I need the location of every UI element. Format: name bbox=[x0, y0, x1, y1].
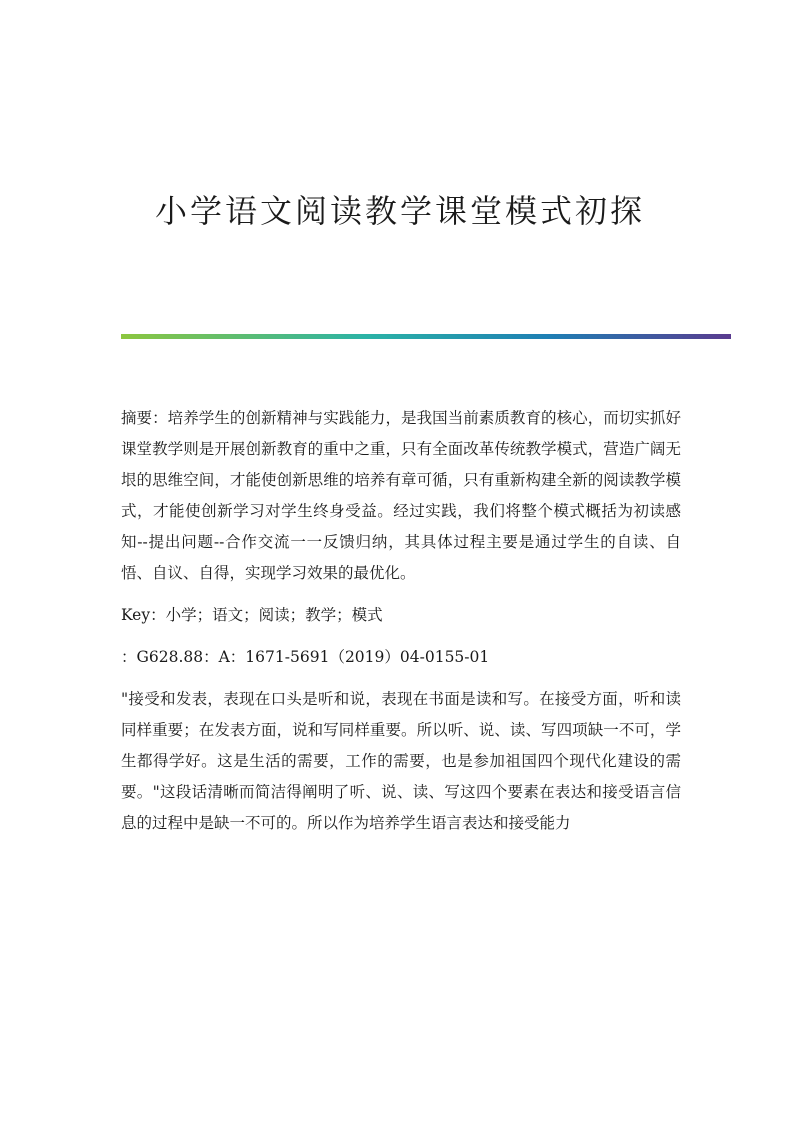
keywords-line: Key：小学；语文；阅读；教学；模式 bbox=[121, 606, 383, 624]
body-paragraph: "接受和发表，表现在口头是听和说，表现在书面是读和写。在接受方面，听和读同样重要；在发表方面，说和写同样重要。所以听、说、读、写四项缺一不可，学生都得学好。这是生活的需要，工作的需要，也是参加祖国四个现代化建设的需要。"这段话清晰而简洁得阐明了听、说、读、写这四个要素在表达和接受语言信息的过程中是缺一不可的。所以作为培养学生语言表达和接受能力 bbox=[121, 690, 681, 832]
document-title: 小学语文阅读教学课堂模式初探 bbox=[154, 192, 645, 230]
title-divider bbox=[121, 334, 731, 339]
document-body bbox=[121, 403, 681, 850]
abstract-paragraph: 摘要：培养学生的创新精神与实践能力，是我国当前素质教育的核心，而切实抓好课堂教学则是开展创新教育的重中之重，只有全面改革传统教学模式，营造广阔无垠的思维空间，才能使创新思维的培养有章可循，只有重新构建全新的阅读教学模式，才能使创新学习对学生终身受益。经过实践，我们将整个模式概括为初读感知--提出问题--合作交流一一反馈归纳，其具体过程主要是通过学生的自读、自悟、自议、自得，实现学习效果的最优化。 bbox=[121, 409, 681, 582]
classification-line: ：G628.88：A：1671-5691（2019）04-0155-01 bbox=[121, 648, 490, 666]
